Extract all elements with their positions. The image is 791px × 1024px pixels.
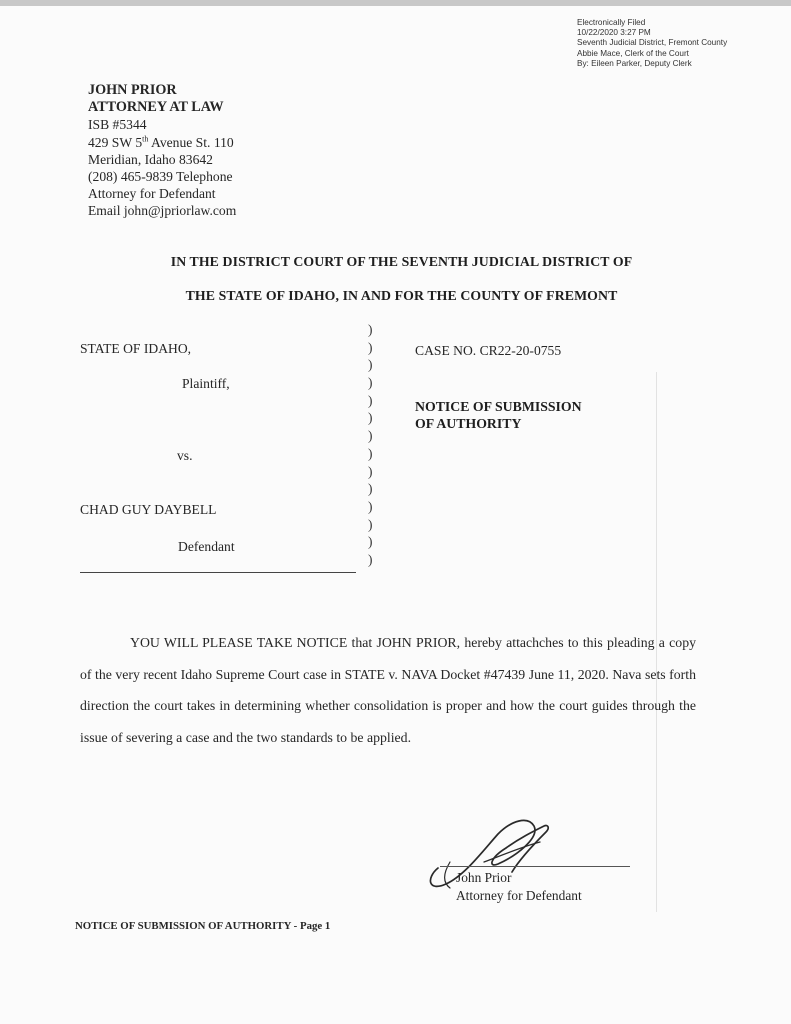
- notice-body: [80, 627, 696, 753]
- attorney-phone: (208) 465-9839 Telephone: [88, 169, 233, 185]
- signature-line: [440, 866, 630, 867]
- defendant-label: Defendant: [178, 539, 235, 554]
- case-number: CASE NO. CR22-20-0755: [415, 343, 562, 358]
- address-rest: Avenue St. 110: [148, 134, 234, 150]
- efiling-line: 10/22/2020 3:27 PM: [577, 28, 651, 38]
- attorney-title: ATTORNEY AT LAW: [88, 99, 224, 116]
- attorney-isb: ISB #5344: [88, 117, 147, 133]
- paren: ): [368, 410, 373, 426]
- address-superscript: th: [142, 134, 149, 144]
- notice-title: [415, 398, 582, 432]
- paren: ): [368, 428, 373, 444]
- efiling-stamp: [577, 18, 727, 69]
- paren: ): [368, 516, 373, 532]
- defendant-name: CHAD GUY DAYBELL: [80, 502, 217, 517]
- paren: ): [368, 481, 373, 497]
- efiling-line: Abbie Mace, Clerk of the Court: [577, 48, 689, 58]
- caption-rule: [80, 572, 356, 573]
- efiling-line: By: Eileen Parker, Deputy Clerk: [577, 58, 692, 68]
- efiling-line: Seventh Judicial District, Fremont County: [577, 38, 728, 48]
- attorney-email: Email john@jpriorlaw.com: [88, 203, 237, 219]
- caption-parentheses: [368, 321, 372, 569]
- notice-paragraph-text: YOU WILL PLEASE TAKE NOTICE that JOHN PRIOR, hereby attachches to this pleading a copy of the very recent Idaho Supreme Court case in STATE v. NAVA Docket #47439 June 11, 2020. Nava sets forth direction the court takes in determining whether consolidation is proper and how the court guides through the issue of severing a case and the two standards to be applied.: [80, 635, 696, 745]
- plaintiff-name: STATE OF IDAHO,: [80, 341, 192, 356]
- plaintiff-label: Plaintiff,: [182, 376, 230, 391]
- court-title-line1: IN THE DISTRICT COURT OF THE SEVENTH JUDICIAL DISTRICT OF: [170, 254, 633, 269]
- signer-role: Attorney for Defendant: [456, 887, 582, 903]
- notice-title-line2: OF AUTHORITY: [415, 416, 522, 431]
- paren: ): [368, 551, 373, 567]
- versus-label: vs.: [177, 448, 193, 463]
- notice-title-line1: NOTICE OF SUBMISSION: [415, 399, 582, 414]
- signature-block: [456, 869, 582, 904]
- paren: ): [368, 322, 373, 337]
- paren: ): [368, 375, 373, 391]
- attorney-name: JOHN PRIOR: [88, 82, 177, 98]
- attorney-city: Meridian, Idaho 83642: [88, 151, 213, 167]
- paren: ): [368, 534, 373, 550]
- paren: ): [368, 445, 373, 461]
- page-footer: NOTICE OF SUBMISSION OF AUTHORITY - Page 1: [75, 920, 331, 932]
- paren: ): [368, 392, 373, 408]
- paren: ): [368, 498, 373, 514]
- court-title-line2: THE STATE OF IDAHO, IN AND FOR THE COUNTY OF FREMONT: [185, 288, 618, 303]
- signer-name: John Prior: [456, 870, 512, 885]
- notice-paragraph: [80, 627, 696, 753]
- attorney-block: [88, 82, 236, 220]
- address-number: 429 SW 5: [88, 134, 143, 150]
- paren: ): [368, 339, 373, 355]
- attorney-role: Attorney for Defendant: [88, 186, 216, 202]
- attorney-address: [88, 134, 236, 151]
- paren: ): [368, 357, 373, 373]
- efiling-line: Electronically Filed: [577, 18, 646, 27]
- paren: ): [368, 463, 373, 479]
